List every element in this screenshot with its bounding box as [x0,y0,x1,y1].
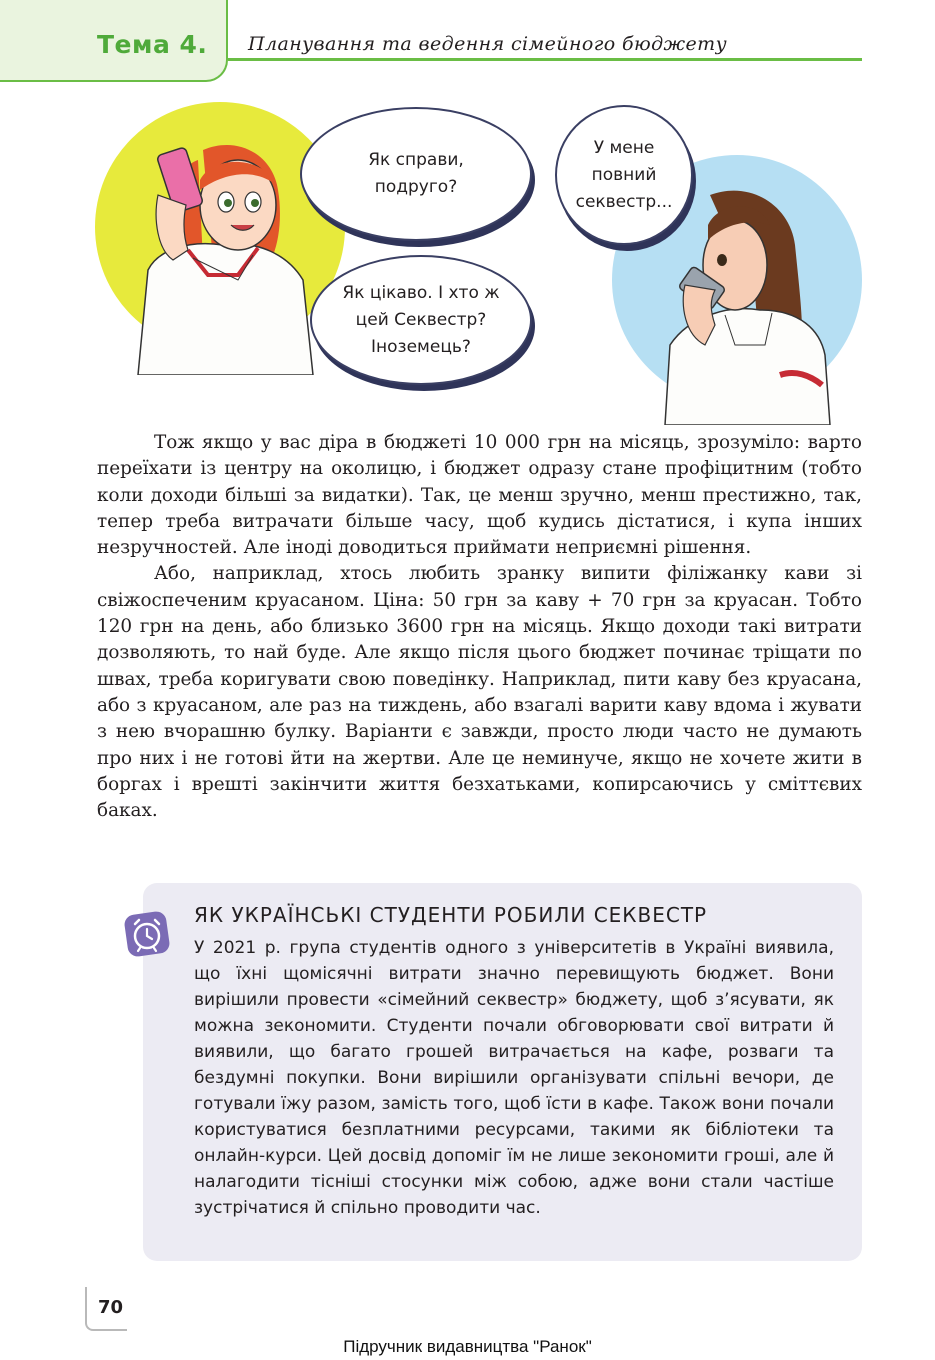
case-study-title: ЯК УКРАЇНСЬКІ СТУДЕНТИ РОБИЛИ СЕКВЕСТР [194,903,708,927]
paragraph-1: Тож якщо у вас діра в бюджеті 10 000 грн на місяць, зрозуміло: варто переїхати із центру на околицю, і бюджет одразу стане профіцитним (тобто коли доходи більші за видатки). Так, це менш зручно, менш престижно, так, тепер треба витрачати більше часу, щоб кудись дістатися, і купа інших незручностей. Але іноді доводиться приймати неприємні рішення. [97,432,862,559]
header-divider [228,58,862,61]
speech-bubble-sequester [555,105,693,245]
girl-with-phone-left [128,140,328,375]
page-number: 70 [98,1297,124,1318]
publisher-note: Підручник видавництва "Ранок" [343,1337,592,1356]
case-study-text: У 2021 р. група студентів одного з університетів в Україні виявила, що їхні щомісячні витрати значно перевищують бюджет. Вони вирішили провести «сімейний секвестр» бюджету, щоб з’ясувати, як можна зекономити. Студенти почали обговорювати свої витрати й виявили, що багато грошей витрачається на кафе, розваги та бездумні покупки. Вони вирішили організувати спільні вечори, де готували їжу разом, замість того, щоб їсти в кафе. Також вони почали користуватися безплатними ресурсами, такими як бібліотеки та онлайн-курси. Цей досвід допоміг їм не лише зекономити гроші, але й налагодити тісніші стосунки між собою, адже вони стали частіше зустрічатися й спільно проводити час. [194,938,834,1218]
alarm-clock-icon [124,911,170,957]
paragraph-2: Або, наприклад, хтось любить зранку випити філіжанку кави зі свіжоспеченим круасаном. Ціна: 50 грн за каву + 70 грн за круасан. Тобто 120 грн на день, або близько 3600 грн на місяць. Якщо доходи такі витрати дозволяють, то най буде. Але якщо після цього бюджет починає тріщати по швах, треба коригувати свою поведінку. Наприклад, пити каву без круасана, або з круасаном, але раз на тиждень, або взагалі варити каву вдома і жувати з нею вчорашню булку. Варіанти є завжди, просто люди часто не думають про них і не готові йти на жертви. Але це неминуче, якщо не хочете жити в боргах і врешті закінчити життя безхатьками, копирсаючись у сміттєвих баках. [97,563,862,822]
bubble-sequester-text: У мене повний секвестр... [575,137,673,212]
speech-bubble-greeting [300,107,532,241]
speech-bubble-question [310,255,532,385]
topic-title: Планування та ведення сімейного бюджету [248,33,728,55]
bubble-greeting-text: Як справи, подруго? [368,150,464,197]
dialogue-illustration [0,95,935,425]
topic-label: Тема 4. [97,30,208,59]
main-text [97,430,862,824]
girl-with-phone-right [660,185,835,425]
bubble-question-text: Як цікаво. І хто ж цей Секвестр? Іноземець? [342,282,500,357]
